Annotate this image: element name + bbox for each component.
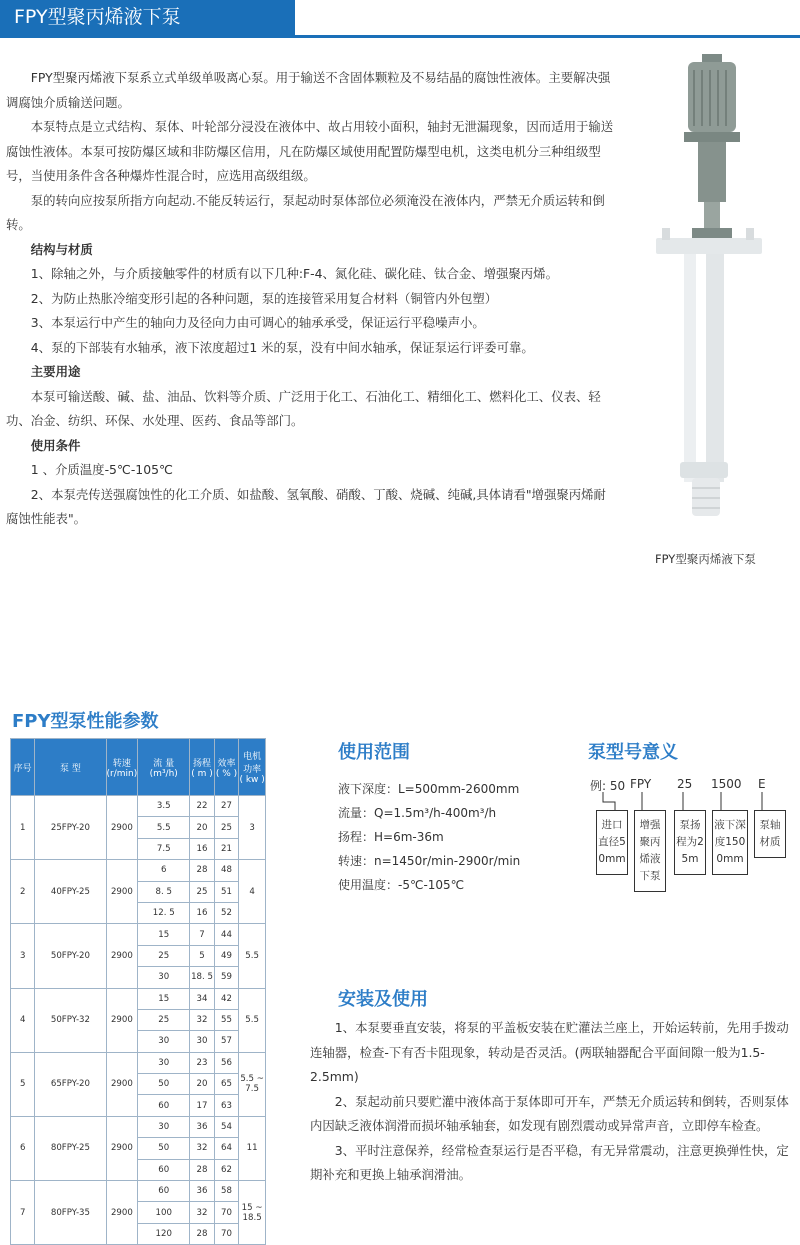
install-paragraph: 2、泵起动前只要贮灌中液体高于泵体即可开车，严禁无介质运转和倒转，否则泵体内因缺乏液体润滑而损坏轴承轴套，如发现有剧烈震动或异常声音，立即停车检查。	[310, 1093, 789, 1133]
code-part: 25	[677, 777, 693, 791]
cell-efficiency: 64	[214, 1138, 238, 1159]
intro-section	[6, 66, 616, 532]
table-row	[11, 860, 266, 881]
conditions-item: 1 、介质温度-5℃-105℃	[30, 462, 173, 477]
cell-seq: 1	[11, 796, 35, 860]
cell-flow: 30	[138, 1031, 190, 1052]
header-speed: 转速 (r/min)	[106, 739, 138, 796]
cell-seq: 5	[11, 1052, 35, 1116]
range-item: 液下深度：L=500mm-2600mm	[338, 782, 520, 796]
structure-item: 4、泵的下部装有水轴承，液下浓度超过1 米的泵，没有中间水轴承，保证泵运行评委可靠。	[30, 339, 534, 355]
intro-paragraph-2: 本泵特点是立式结构、泵体、叶轮部分浸没在液体中、故占用较小面积，轴封无泄漏现象，因而适用于输送腐蚀性液体。本泵可按防爆区域和非防爆区信用，凡在防爆区域使用配置防爆型电机，这类电机分三种组级型号，当使用条件含各种爆炸性混合时，应选用高级组级。	[6, 119, 614, 183]
header-model: 泵 型	[35, 739, 106, 796]
page-title: FPY型聚丙烯液下泵	[0, 0, 295, 35]
cell-power: 5.5	[239, 924, 266, 988]
cell-head: 23	[190, 1052, 215, 1073]
pump-image	[648, 46, 768, 526]
cell-flow: 5.5	[138, 817, 190, 838]
cell-power: 11	[239, 1116, 266, 1180]
range-title: 使用范围	[338, 742, 410, 763]
cell-head: 36	[190, 1181, 215, 1202]
table-row	[11, 1181, 266, 1202]
cell-head: 25	[190, 881, 215, 902]
code-part: E	[758, 777, 766, 791]
cell-head: 28	[190, 1159, 215, 1180]
cell-head: 28	[190, 860, 215, 881]
table-row	[11, 1052, 266, 1073]
cell-efficiency: 56	[214, 1052, 238, 1073]
cell-efficiency: 21	[214, 838, 238, 859]
header-head: 扬程 ( m )	[190, 739, 215, 796]
structure-item: 1、除轴之外，与介质接触零件的材质有以下几种:F-4、氮化硅、碳化硅、钛合金、增强聚丙烯。	[30, 266, 558, 281]
cell-flow: 60	[138, 1095, 190, 1116]
params-title: FPY型泵性能参数	[12, 711, 159, 732]
structure-item: 2、为防止热胀冷缩变形引起的各种问题，泵的连接管采用复合材料（铜管内外包塑）	[30, 290, 498, 306]
code-box: 液下深度1500mm	[712, 810, 748, 875]
cell-head: 5	[190, 945, 215, 966]
code-box: 泵轴材质	[754, 810, 786, 858]
cell-efficiency: 48	[214, 860, 238, 881]
cell-head: 32	[190, 1009, 215, 1030]
cell-head: 17	[190, 1095, 215, 1116]
cell-speed: 2900	[106, 1181, 138, 1245]
cell-speed: 2900	[106, 988, 138, 1052]
cell-seq: 4	[11, 988, 35, 1052]
cell-efficiency: 70	[214, 1223, 238, 1244]
cell-power: 3	[239, 796, 266, 860]
install-paragraph: 1、本泵要垂直安装，将泵的平盖板安装在贮灌法兰座上，开始运转前，先用手拨动连轴器，检查-下有否卡阻现象，转动是否灵活。(两联轴器配合平面间隙一般为1.5-2.5mm)	[310, 1020, 789, 1084]
meaning-title: 泵型号意义	[588, 742, 678, 763]
cell-speed: 2900	[106, 860, 138, 924]
table-row	[11, 924, 266, 945]
install-title: 安装及使用	[338, 989, 428, 1010]
cell-power: 15 ~ 18.5	[239, 1181, 266, 1245]
conditions-item: 2、本泵壳传送强腐蚀性的化工介质、如盐酸、氢氧酸、硝酸、丁酸、烧碱、纯碱,具体请看"增强聚丙烯耐腐蚀性能表"。	[6, 486, 606, 526]
cell-efficiency: 42	[214, 988, 238, 1009]
cell-head: 20	[190, 817, 215, 838]
cell-seq: 2	[11, 860, 35, 924]
cell-head: 22	[190, 796, 215, 817]
cell-seq: 6	[11, 1116, 35, 1180]
cell-efficiency: 25	[214, 817, 238, 838]
cell-head: 18. 5	[190, 967, 215, 988]
range-list	[338, 777, 520, 897]
cell-head: 16	[190, 902, 215, 923]
cell-efficiency: 65	[214, 1074, 238, 1095]
cell-seq: 7	[11, 1181, 35, 1245]
cell-efficiency: 57	[214, 1031, 238, 1052]
cell-flow: 8. 5	[138, 881, 190, 902]
cell-efficiency: 49	[214, 945, 238, 966]
cell-flow: 30	[138, 1116, 190, 1137]
cell-head: 28	[190, 1223, 215, 1244]
cell-head: 32	[190, 1202, 215, 1223]
table-row	[11, 796, 266, 817]
cell-flow: 50	[138, 1138, 190, 1159]
cell-flow: 25	[138, 945, 190, 966]
code-part: 例: 50	[590, 779, 626, 793]
table-row	[11, 988, 266, 1009]
cell-power: 5.5 ~ 7.5	[239, 1052, 266, 1116]
cell-head: 7	[190, 924, 215, 945]
cell-flow: 12. 5	[138, 902, 190, 923]
cell-efficiency: 70	[214, 1202, 238, 1223]
header-power: 电机功率 ( kw )	[239, 739, 266, 796]
cell-power: 5.5	[239, 988, 266, 1052]
cell-speed: 2900	[106, 1052, 138, 1116]
structure-heading: 结构与材质	[30, 241, 93, 257]
cell-speed: 2900	[106, 796, 138, 860]
cell-efficiency: 58	[214, 1181, 238, 1202]
cell-efficiency: 63	[214, 1095, 238, 1116]
cell-flow: 100	[138, 1202, 190, 1223]
cell-flow: 25	[138, 1009, 190, 1030]
cell-flow: 60	[138, 1159, 190, 1180]
cell-seq: 3	[11, 924, 35, 988]
code-box: 增强聚丙烯液下泵	[634, 810, 666, 892]
cell-head: 20	[190, 1074, 215, 1095]
header-seq: 序号	[11, 739, 35, 796]
cell-flow: 15	[138, 924, 190, 945]
header-flow: 流 量 (m³/h)	[138, 739, 190, 796]
cell-speed: 2900	[106, 1116, 138, 1180]
cell-speed: 2900	[106, 924, 138, 988]
cell-model: 40FPY-25	[35, 860, 106, 924]
cell-model: 80FPY-25	[35, 1116, 106, 1180]
code-part: 1500	[711, 777, 742, 791]
cell-flow: 120	[138, 1223, 190, 1244]
cell-head: 30	[190, 1031, 215, 1052]
structure-item: 3、本泵运行中产生的轴向力及径向力由可调心的轴承承受，保证运行平稳噪声小。	[30, 315, 485, 330]
table-row	[11, 1116, 266, 1137]
pump-caption: FPY型聚丙烯液下泵	[655, 552, 756, 566]
cell-efficiency: 62	[214, 1159, 238, 1180]
cell-efficiency: 55	[214, 1009, 238, 1030]
install-section	[310, 1016, 800, 1188]
cell-flow: 3.5	[138, 796, 190, 817]
cell-flow: 30	[138, 1052, 190, 1073]
cell-efficiency: 44	[214, 924, 238, 945]
table-header-row	[11, 739, 266, 796]
cell-flow: 50	[138, 1074, 190, 1095]
cell-flow: 6	[138, 860, 190, 881]
code-box: 进口直径50mm	[596, 810, 628, 875]
range-item: 转速：n=1450r/min-2900r/min	[338, 854, 521, 868]
cell-flow: 7.5	[138, 838, 190, 859]
code-box: 泵扬程为25m	[674, 810, 706, 875]
cell-efficiency: 27	[214, 796, 238, 817]
cell-model: 80FPY-35	[35, 1181, 106, 1245]
cell-efficiency: 51	[214, 881, 238, 902]
install-paragraph: 3、平时注意保养，经常检查泵运行是否平稳，有无异常震动，注意更换弹性快，定期补充和更换上轴承润滑油。	[310, 1142, 789, 1182]
cell-flow: 30	[138, 967, 190, 988]
intro-paragraph-3: 泵的转向应按泵所指方向起动.不能反转运行，泵起动时泵体部位必须淹没在液体内，严禁无介质运转和倒转。	[6, 192, 605, 232]
cell-head: 36	[190, 1116, 215, 1137]
cell-model: 50FPY-20	[35, 924, 106, 988]
cell-head: 32	[190, 1138, 215, 1159]
intro-paragraph-1: FPY型聚丙烯液下泵系立式单级单吸离心泵。用于输送不含固体颗粒及不易结晶的腐蚀性液体。主要解决强调腐蚀介质输送问题。	[6, 70, 611, 110]
cell-head: 34	[190, 988, 215, 1009]
conditions-heading: 使用条件	[30, 437, 81, 453]
usage-heading: 主要用途	[30, 364, 81, 379]
cell-efficiency: 54	[214, 1116, 238, 1137]
cell-power: 4	[239, 860, 266, 924]
performance-table	[10, 738, 266, 1245]
cell-efficiency: 52	[214, 902, 238, 923]
usage-text: 本泵可输送酸、碱、盐、油品、饮料等介质、广泛用于化工、石油化工、精细化工、燃料化工、仪表、轻功、冶金、纺织、环保、水处理、医药、食品等部门。	[6, 388, 601, 428]
code-part: FPY	[630, 777, 652, 791]
range-item: 使用温度：-5℃-105℃	[338, 878, 465, 892]
cell-flow: 60	[138, 1181, 190, 1202]
header-eff: 效率 ( % )	[214, 739, 238, 796]
cell-model: 50FPY-32	[35, 988, 106, 1052]
range-item: 扬程：H=6m-36m	[338, 830, 444, 844]
range-item: 流量：Q=1.5m³/h-400m³/h	[338, 806, 497, 820]
cell-flow: 15	[138, 988, 190, 1009]
title-underline	[0, 35, 800, 38]
cell-model: 65FPY-20	[35, 1052, 106, 1116]
cell-model: 25FPY-20	[35, 796, 106, 860]
cell-efficiency: 59	[214, 967, 238, 988]
cell-head: 16	[190, 838, 215, 859]
